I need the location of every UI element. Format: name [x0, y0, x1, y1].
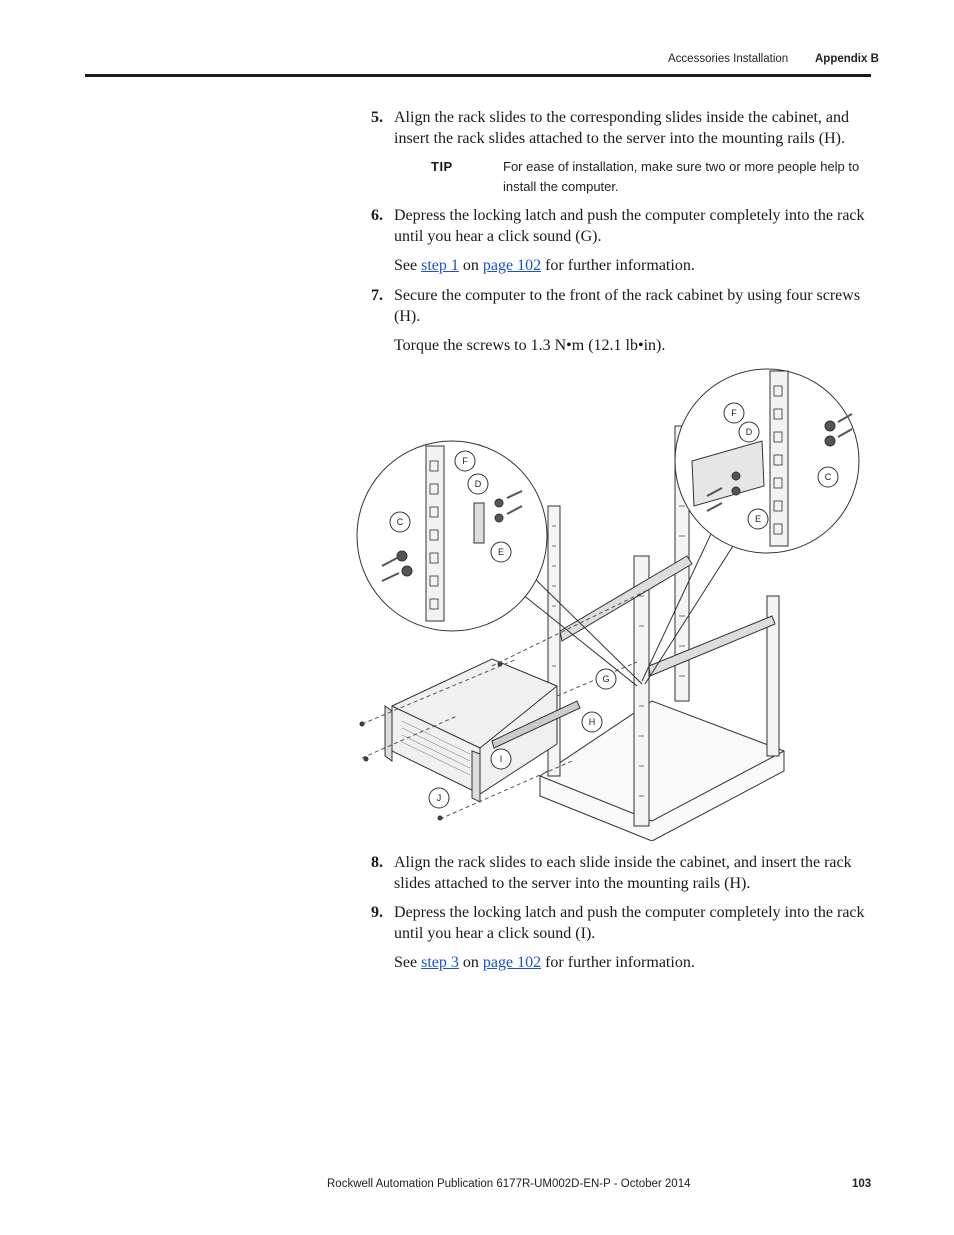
footer-publication: Rockwell Automation Publication 6177R-UM002D-EN-P - October 2014 — [327, 1178, 691, 1190]
step-number: 9. — [371, 904, 383, 921]
see-text: See — [394, 954, 418, 971]
callout-left-f-label: F — [462, 456, 468, 466]
upper-rail — [560, 556, 692, 641]
on-text: on — [462, 954, 479, 971]
callout-j-label: J — [436, 793, 442, 803]
step-9 — [371, 902, 871, 944]
header-section-title: Accessories Installation — [668, 53, 789, 65]
callout-right-e-label: E — [754, 514, 762, 524]
page-link[interactable]: page 102 — [482, 954, 542, 971]
tip-text: For ease of installation, make sure two or more people help to install the computer. — [503, 159, 860, 194]
footer-page-number: 103 — [852, 1178, 872, 1190]
on-text: on — [462, 257, 479, 274]
left-detail-post — [426, 446, 444, 621]
further-text: for further information. — [545, 257, 695, 274]
front-handle-right — [472, 751, 480, 802]
callout-g-label: G — [602, 674, 610, 684]
step-8 — [371, 852, 871, 894]
front-handle-left — [385, 706, 392, 761]
step-text: Secure the computer to the front of the rack cabinet by using four screws (H). — [394, 287, 861, 325]
rack-installation-figure — [352, 366, 872, 841]
step-9-reference — [394, 952, 871, 973]
left-detail-circle — [357, 441, 547, 631]
header-rule — [85, 74, 871, 77]
step-7 — [371, 285, 871, 327]
step-text: Depress the locking latch and push the computer completely into the rack until you hear a click sound (I). — [394, 904, 865, 942]
step-number: 8. — [371, 854, 383, 871]
torque-text: Torque the screws to 1.3 N•m (12.1 lb•in). — [394, 337, 666, 354]
callout-right-c-label: C — [824, 472, 832, 482]
step-text: Align the rack slides to each slide inside the cabinet, and insert the rack slides attached to the server into the mounting rails (H). — [394, 854, 852, 892]
callout-right-d-label: D — [745, 427, 753, 437]
step-number: 5. — [371, 109, 383, 126]
left-bracket — [474, 503, 484, 543]
step-6-reference — [394, 255, 871, 276]
callout-left-c-label: C — [396, 517, 404, 527]
callout-right-f-label: F — [731, 408, 737, 418]
step-number: 6. — [371, 207, 383, 224]
right-detail-post — [770, 371, 788, 546]
further-text: for further information. — [545, 954, 695, 971]
step-6 — [371, 205, 871, 247]
step-number: 7. — [371, 287, 383, 304]
step-link[interactable]: step 3 — [421, 954, 459, 971]
see-text: See — [394, 257, 418, 274]
callout-left-d-label: D — [474, 479, 482, 489]
header-appendix-label: Appendix B — [815, 53, 879, 65]
step-link[interactable]: step 1 — [421, 257, 459, 274]
callout-h-label: H — [588, 717, 596, 727]
step-5 — [371, 107, 871, 149]
tip-label: TIP — [431, 159, 453, 174]
callout-i-label: I — [499, 754, 503, 764]
cabinet-base — [540, 701, 784, 841]
callout-left-e-label: E — [497, 547, 505, 557]
page-link[interactable]: page 102 — [482, 257, 542, 274]
step-text: Align the rack slides to the corresponding slides inside the cabinet, and insert the rack slides attached to the server into the mounting rails (H). — [394, 109, 849, 147]
step-text: Depress the locking latch and push the computer completely into the rack until you hear a click sound (G). — [394, 207, 865, 245]
